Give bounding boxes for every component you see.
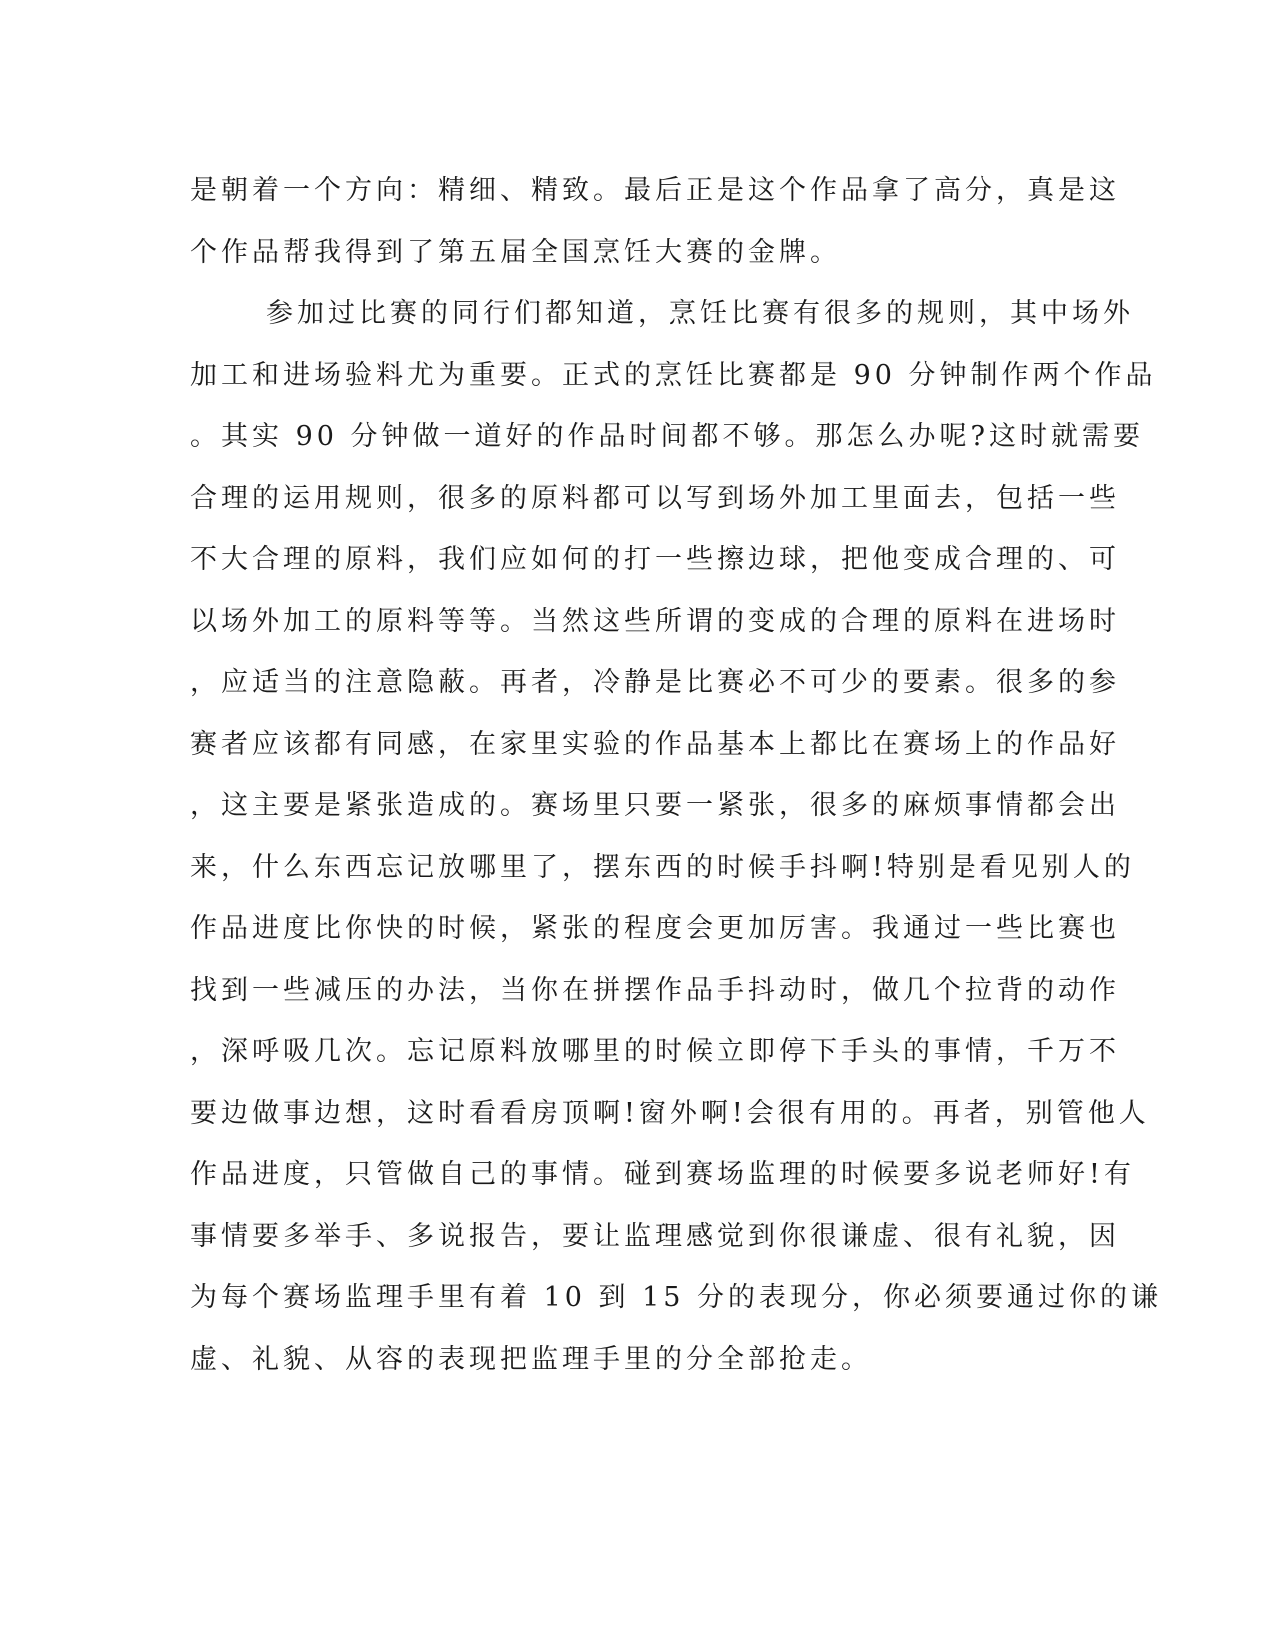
text-line: 为每个赛场监理手里有着 10 到 15 分的表现分，你必须要通过你的谦 (190, 1282, 1163, 1313)
text-line: ，这主要是紧张造成的。赛场里只要一紧张，很多的麻烦事情都会出 (190, 790, 1120, 821)
text-line: 合理的运用规则，很多的原料都可以写到场外加工里面去，包括一些 (190, 482, 1120, 514)
text-line: 找到一些减压的办法，当你在拼摆作品手抖动时，做几个拉背的动作 (190, 974, 1120, 1006)
text-line: 事情要多举手、多说报告，要让监理感觉到你很谦虚、很有礼貌，因 (190, 1220, 1120, 1252)
text-line: 个作品帮我得到了第五届全国烹饪大赛的金牌。 (190, 236, 841, 268)
text-line: 。其实 90 分钟做一道好的作品时间都不够。那怎么办呢?这时就需要 (190, 421, 1144, 452)
text-line: ，应适当的注意隐蔽。再者，冷静是比赛必不可少的要素。很多的参 (190, 667, 1120, 698)
text-line: 作品进度，只管做自己的事情。碰到赛场监理的时候要多说老师好!有 (190, 1159, 1135, 1190)
text-line: 虚、礼貌、从容的表现把监理手里的分全部抢走。 (190, 1343, 872, 1375)
body-text (190, 160, 1163, 1390)
text-line: 赛者应该都有同感，在家里实验的作品基本上都比在赛场上的作品好 (190, 728, 1120, 760)
text-line: 不大合理的原料，我们应如何的打一些擦边球，把他变成合理的、可 (190, 544, 1120, 575)
text-line: 要边做事边想，这时看看房顶啊!窗外啊!会很有用的。再者，别管他人 (190, 1097, 1150, 1129)
text-line: 以场外加工的原料等等。当然这些所谓的变成的合理的原料在进场时 (190, 605, 1120, 637)
text-line: 是朝着一个方向：精细、精致。最后正是这个作品拿了高分，真是这 (190, 175, 1120, 206)
text-line: 加工和进场验料尤为重要。正式的烹饪比赛都是 90 分钟制作两个作品 (190, 359, 1157, 391)
text-line: 来，什么东西忘记放哪里了，摆东西的时候手抖啊!特别是看见别人的 (190, 851, 1135, 883)
text-line: ，深呼吸几次。忘记原料放哪里的时候立即停下手头的事情，千万不 (190, 1036, 1120, 1067)
text-line: 作品进度比你快的时候，紧张的程度会更加厉害。我通过一些比赛也 (190, 913, 1120, 944)
paragraph-start-line: 参加过比赛的同行们都知道，烹饪比赛有很多的规则，其中场外 (266, 298, 1134, 329)
